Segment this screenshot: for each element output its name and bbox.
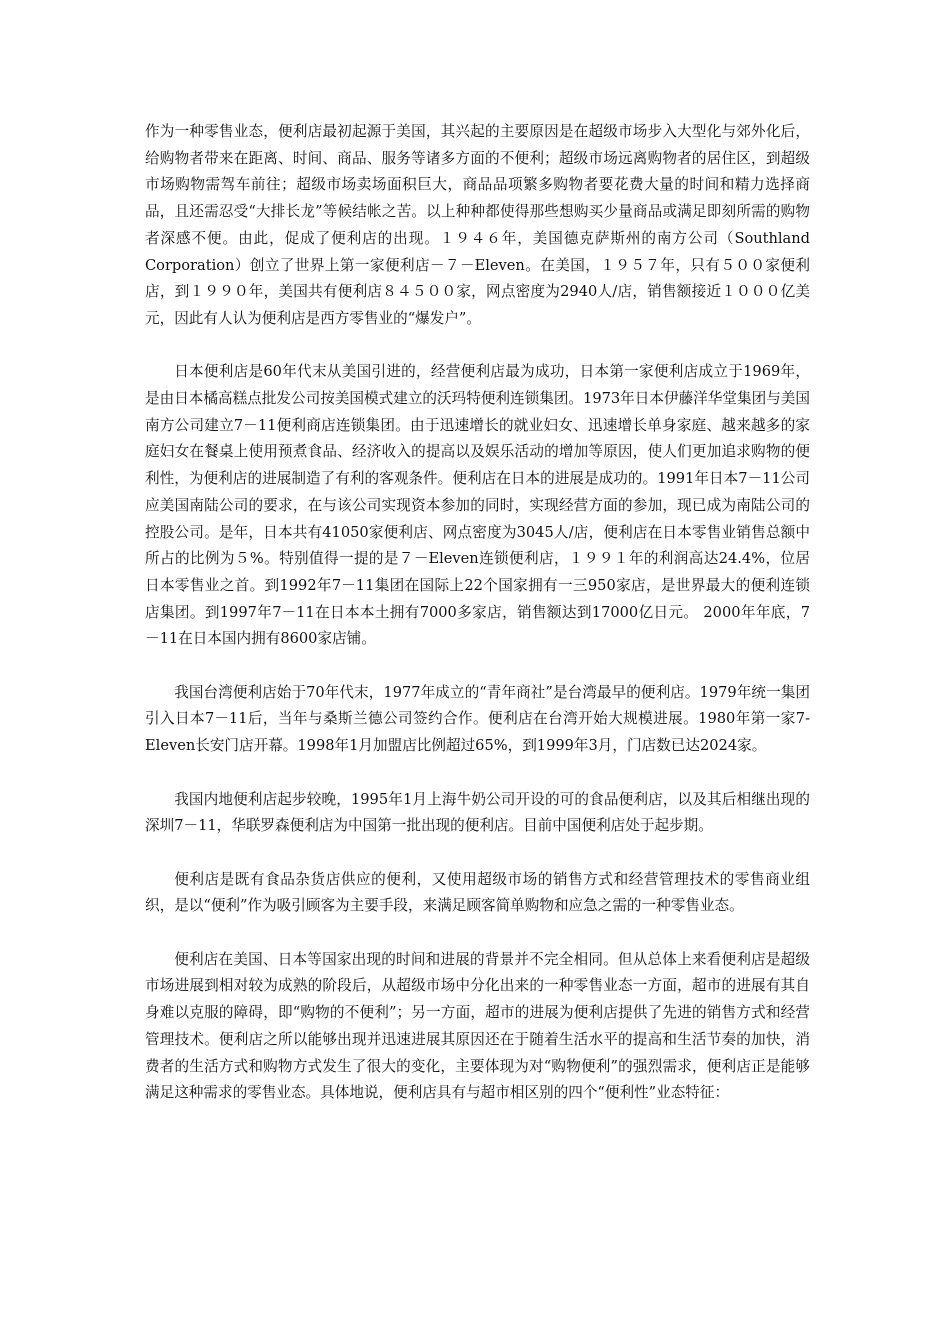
document-page xyxy=(145,119,810,1107)
paragraph-mainland-china: 我国内地便利店起步较晚，1995年1月上海牛奶公司开设的可的食品便利店，以及其后相继出现的深圳7－11，华联罗森便利店为中国第一批出现的便利店。目前中国便利店处于起步期。 xyxy=(145,790,810,835)
paragraph-gap xyxy=(145,840,810,867)
paragraph-gap xyxy=(145,920,810,947)
paragraph-japan: 日本便利店是60年代末从美国引进的，经营便利店最为成功，日本第一家便利店成立于1969年，是由日本橘高糕点批发公司按美国模式建立的沃玛特便利连锁集团。1973年日本伊藤洋华堂集团与美国南方公司建立7－11便利商店连锁集团。由于迅速增长的就业妇女、迅速增长单身家庭、越来越多的家庭妇女在餐桌上使用预煮食品、经济收入的提高以及娱乐活动的增加等原因，使人们更加追求购物的便利性，为便利店的进展制造了有利的客观条件。便利店在日本的进展是成功的。1991年日本7－11公司应美国南陆公司的要求，在与该公司实现资本参加的同时，实现经营方面的参加，现已成为南陆公司的控股公司。是年，日本共有41050家便利店、网点密度为3045人/店，便利店在日本零售业销售总额中所占的比例为５%。特别值得一提的是７－Eleven连锁便利店，１９９１年的利润高达24.4%，位居日本零售业之首。到1992年7－11集团在国际上22个国家拥有一三950家店，是世界最大的便利连锁店集团。到1997年7－11在日本本土拥有7000多家店，销售额达到17000亿日元。 2000年年底，7－11在日本国内拥有8600家店铺。 xyxy=(145,363,810,648)
paragraph-definition: 便利店是既有食品杂货店供应的便利，又使用超级市场的销售方式和经营管理技术的零售商业组织，是以“便利”作为吸引顾客为主要手段，来满足顾客简单购物和应急之需的一种零售业态。 xyxy=(145,870,810,915)
paragraph-background: 便利店在美国、日本等国家出现的时间和进展的背景并不完全相同。但从总体上来看便利店是超级市场进展到相对较为成熟的阶段后，从超级市场中分化出来的一种零售业态一方面，超市的进展有其自身难以克服的障碍，即“购物的不便利”；另一方面，超市的进展为便利店提供了先进的销售方式和经营管理技术。便利店之所以能够出现并迅速进展其原因还在于随着生活水平的提高和生活节奏的加快，消费者的生活方式和购物方式发生了很大的变化，主要体现为对“购物便利”的强烈需求，便利店正是能够满足这种需求的零售业态。具体地说，便利店具有与超市相区别的四个“便利性”业态特征： xyxy=(145,950,810,1102)
paragraph-gap xyxy=(145,653,810,680)
paragraph-gap xyxy=(145,760,810,787)
paragraph-gap xyxy=(145,333,810,360)
paragraph-taiwan: 我国台湾便利店始于70年代末，1977年成立的“青年商社”是台湾最早的便利店。1979年统一集团引入日本7－11后，当年与桑斯兰德公司签约合作。便利店在台湾开始大规模进展。1980年第一家7- Eleven长安门店开幕。1998年1月加盟店比例超过65%，到1999年3月，门店数已达2024家。 xyxy=(145,683,810,755)
paragraph-us-origin: 作为一种零售业态，便利店最初起源于美国，其兴起的主要原因是在超级市场步入大型化与郊外化后，给购物者带来在距离、时间、商品、服务等诸多方面的不便利；超级市场远离购物者的居住区，到超级市场购物需驾车前往；超级市场卖场面积巨大，商品品项繁多购物者要花费大量的时间和精力选择商品，且还需忍受“大排长龙”等候结帐之苦。以上种种都使得那些想购买少量商品或满足即刻所需的购物者深感不便。由此，促成了便利店的出现。１９４６年，美国德克萨斯州的南方公司（Southland Corporation）创立了世界上第一家便利店－７－Eleven。在美国，１９５７年，只有５００家便利店，到１９９０年，美国共有便利店８４５００家，网点密度为2940人/店，销售额接近１０００亿美元，因此有人认为便利店是西方零售业的“爆发户”。 xyxy=(145,123,810,327)
